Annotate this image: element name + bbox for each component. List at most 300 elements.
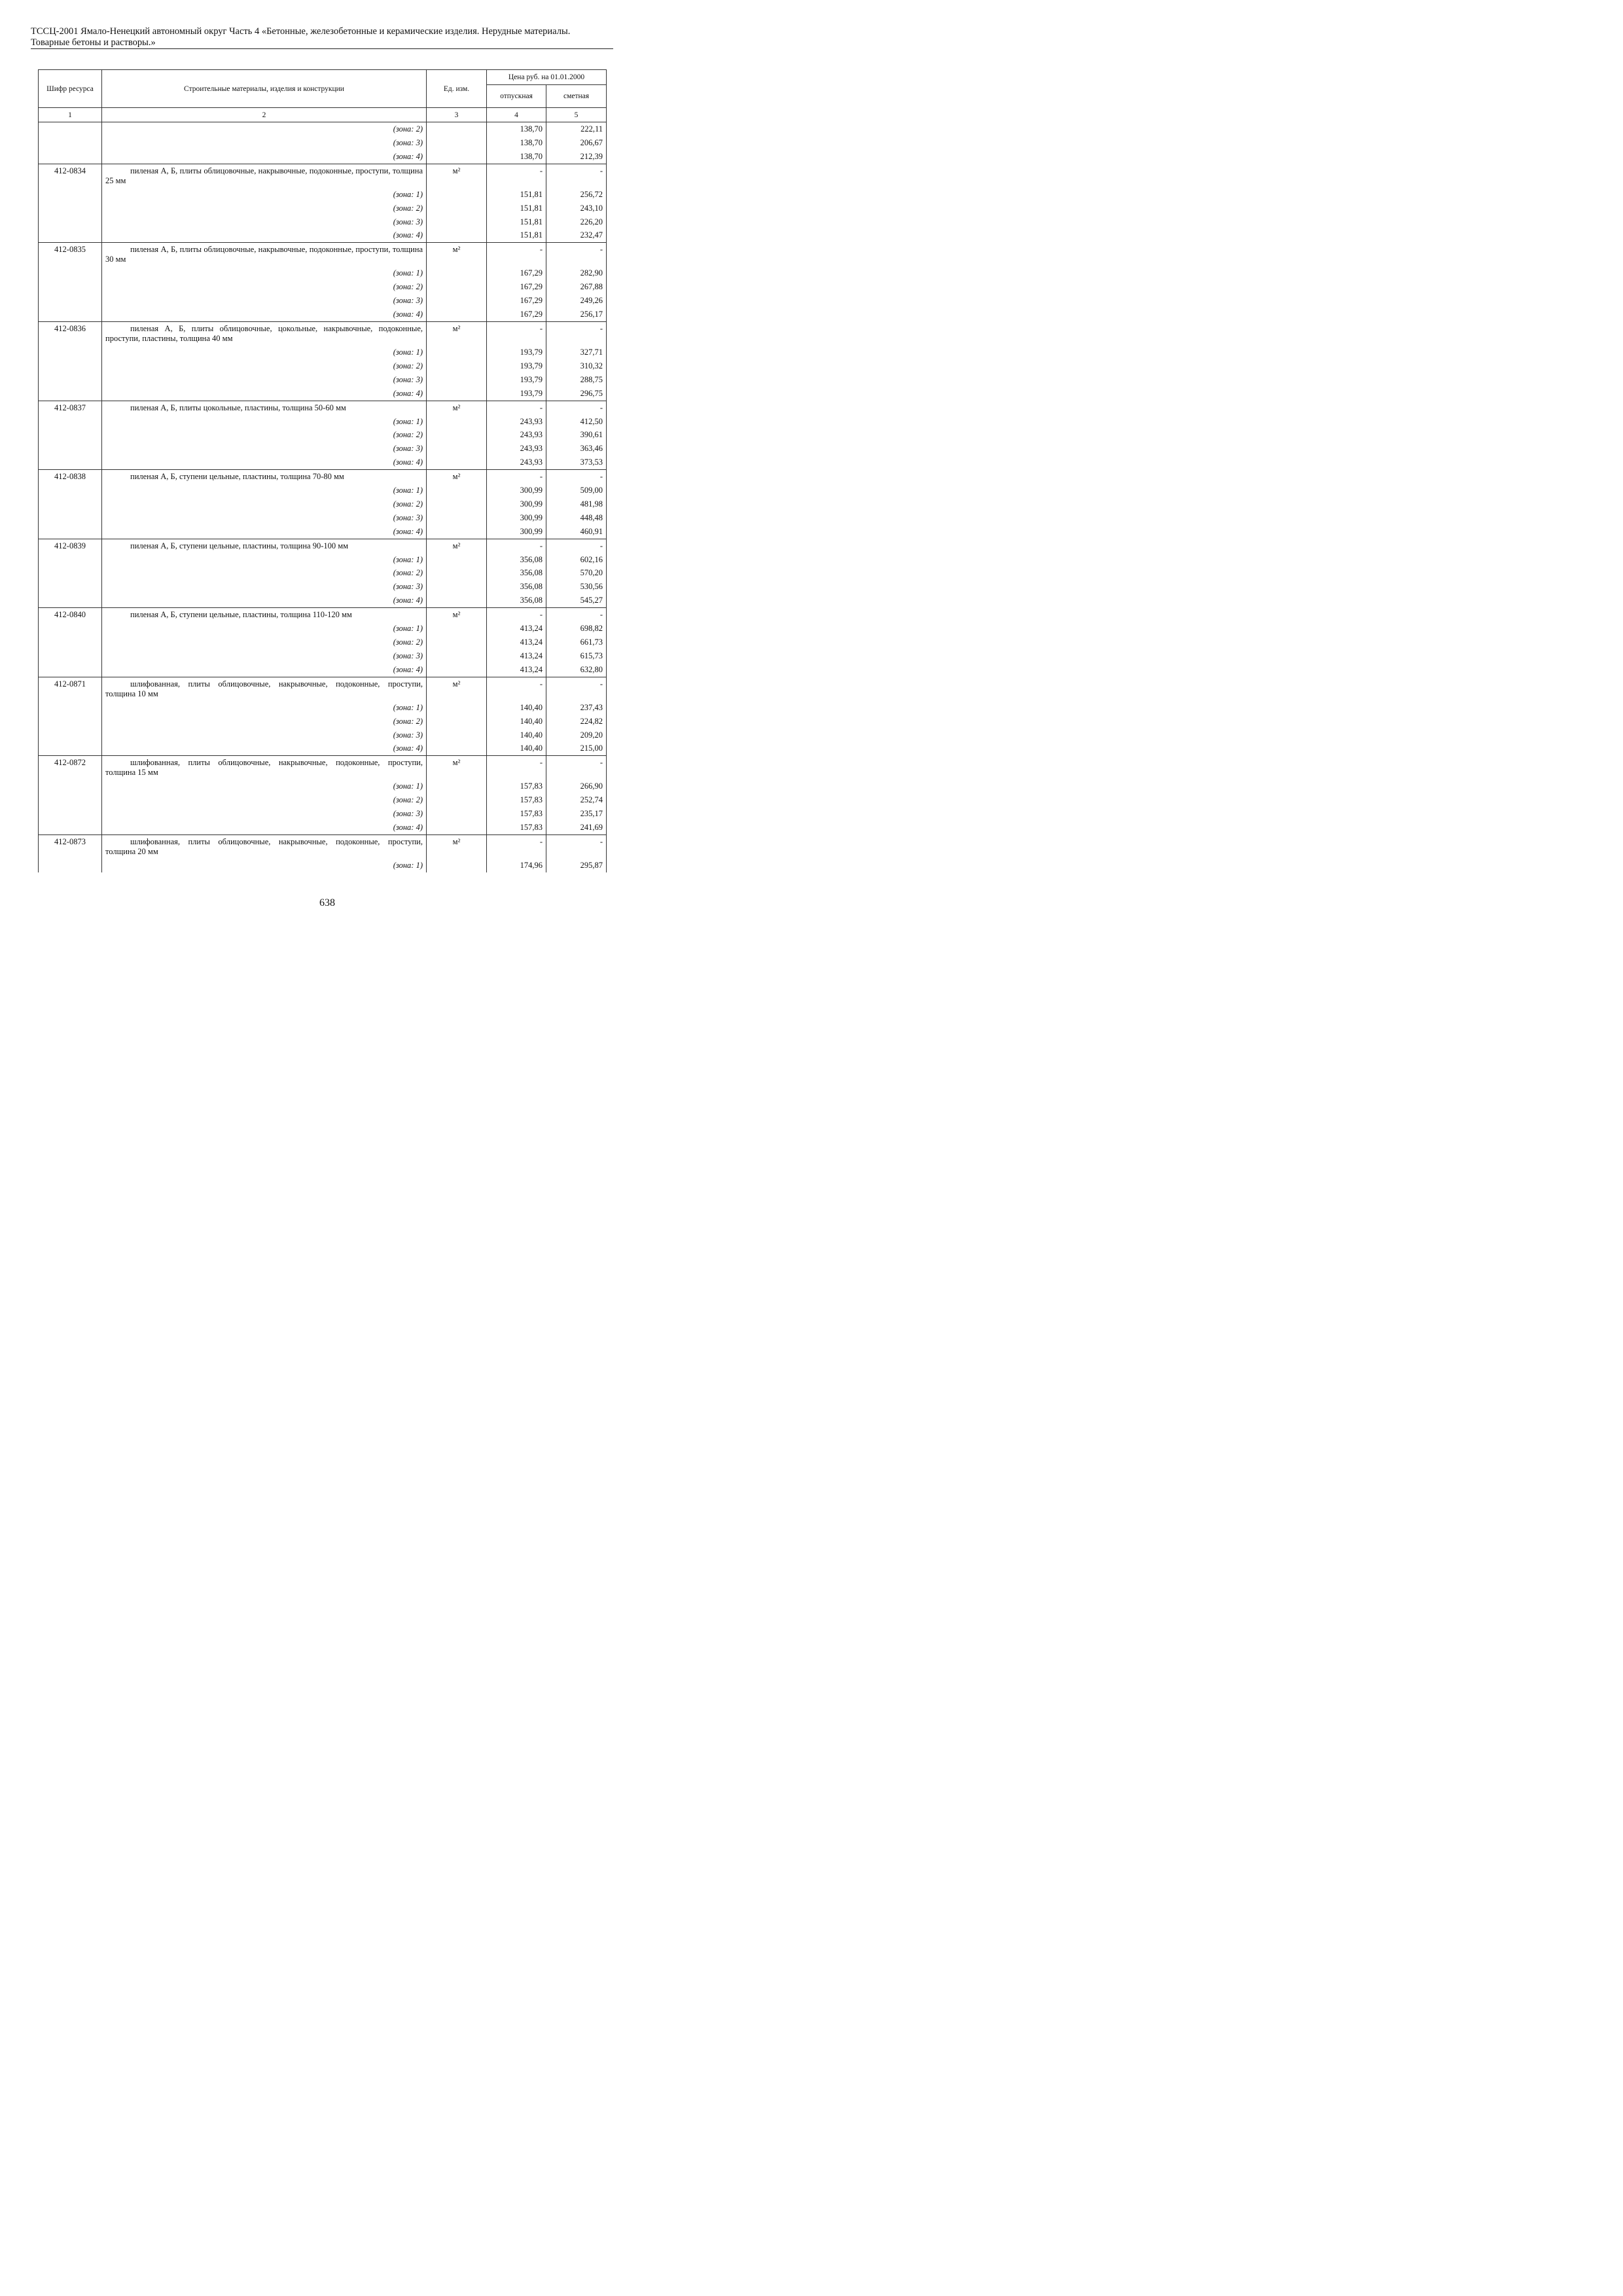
estimate-price: 602,16 xyxy=(546,553,607,567)
unit-cell xyxy=(427,715,487,728)
col-number-2: 2 xyxy=(102,108,427,122)
zone-row xyxy=(39,649,607,663)
estimate-price: 327,71 xyxy=(546,346,607,359)
zone-label: (зона: 4) xyxy=(102,821,427,834)
release-price: - xyxy=(487,608,546,622)
resource-row xyxy=(39,401,607,414)
unit-cell xyxy=(427,636,487,649)
estimate-price: 412,50 xyxy=(546,415,607,429)
resource-row xyxy=(39,834,607,859)
code-cell xyxy=(39,580,102,594)
release-price: 140,40 xyxy=(487,742,546,755)
unit-cell xyxy=(427,373,487,387)
zone-row xyxy=(39,122,607,136)
estimate-price: 222,11 xyxy=(546,122,607,136)
code-cell xyxy=(39,415,102,429)
estimate-price: 267,88 xyxy=(546,280,607,294)
unit-cell xyxy=(427,346,487,359)
resource-row xyxy=(39,539,607,552)
unit-cell xyxy=(427,701,487,715)
col-number-5: 5 xyxy=(546,108,607,122)
estimate-price: - xyxy=(546,756,607,780)
unit-cell xyxy=(427,228,487,242)
zone-label: (зона: 3) xyxy=(102,580,427,594)
zone-row xyxy=(39,346,607,359)
release-price: 356,08 xyxy=(487,580,546,594)
code-cell xyxy=(39,228,102,242)
zone-row xyxy=(39,663,607,677)
zone-row xyxy=(39,456,607,469)
zone-label: (зона: 3) xyxy=(102,373,427,387)
release-price: 413,24 xyxy=(487,636,546,649)
zone-row xyxy=(39,202,607,215)
unit-cell xyxy=(427,649,487,663)
release-price: 151,81 xyxy=(487,202,546,215)
release-price: 167,29 xyxy=(487,308,546,321)
estimate-price: 615,73 xyxy=(546,649,607,663)
col-header-release: отпускная xyxy=(487,85,546,108)
release-price: 138,70 xyxy=(487,136,546,150)
zone-label: (зона: 4) xyxy=(102,663,427,677)
resource-code: 412-0835 xyxy=(39,243,102,267)
unit-cell xyxy=(427,780,487,793)
release-price: 356,08 xyxy=(487,566,546,580)
release-price: 300,99 xyxy=(487,497,546,511)
resource-row xyxy=(39,470,607,484)
unit-cell xyxy=(427,150,487,164)
zone-row xyxy=(39,150,607,164)
zone-row xyxy=(39,859,607,872)
release-price: 243,93 xyxy=(487,442,546,456)
release-price: - xyxy=(487,677,546,701)
release-price: 193,79 xyxy=(487,346,546,359)
zone-row xyxy=(39,728,607,742)
release-price: 356,08 xyxy=(487,594,546,607)
resource-code: 412-0839 xyxy=(39,539,102,552)
release-price: - xyxy=(487,164,546,188)
release-price: 157,83 xyxy=(487,807,546,821)
unit-cell xyxy=(427,580,487,594)
col-header-estimate: сметная xyxy=(546,85,607,108)
code-cell xyxy=(39,280,102,294)
resource-code: 412-0837 xyxy=(39,401,102,414)
zone-label: (зона: 1) xyxy=(102,780,427,793)
code-cell xyxy=(39,346,102,359)
estimate-price: 209,20 xyxy=(546,728,607,742)
zone-row xyxy=(39,359,607,373)
estimate-price: 224,82 xyxy=(546,715,607,728)
resource-row xyxy=(39,243,607,267)
estimate-price: 390,61 xyxy=(546,428,607,442)
code-cell xyxy=(39,715,102,728)
zone-label: (зона: 4) xyxy=(102,456,427,469)
zone-row xyxy=(39,566,607,580)
release-price: 140,40 xyxy=(487,715,546,728)
zone-label: (зона: 1) xyxy=(102,622,427,636)
release-price: 151,81 xyxy=(487,228,546,242)
zone-row xyxy=(39,525,607,539)
code-cell xyxy=(39,150,102,164)
code-cell xyxy=(39,266,102,280)
estimate-price: 310,32 xyxy=(546,359,607,373)
estimate-price: 570,20 xyxy=(546,566,607,580)
release-price: - xyxy=(487,401,546,414)
release-price: 356,08 xyxy=(487,553,546,567)
zone-label: (зона: 4) xyxy=(102,228,427,242)
unit-cell xyxy=(427,136,487,150)
estimate-price: 530,56 xyxy=(546,580,607,594)
code-cell xyxy=(39,484,102,497)
code-cell xyxy=(39,728,102,742)
estimate-price: 235,17 xyxy=(546,807,607,821)
zone-label: (зона: 1) xyxy=(102,415,427,429)
estimate-price: 698,82 xyxy=(546,622,607,636)
unit-cell xyxy=(427,622,487,636)
resource-row xyxy=(39,321,607,346)
zone-label: (зона: 2) xyxy=(102,715,427,728)
zone-row xyxy=(39,136,607,150)
unit-cell xyxy=(427,663,487,677)
code-cell xyxy=(39,636,102,649)
resource-description: пиленая А, Б, ступени цельные, пластины, толщина 110-120 мм xyxy=(102,608,427,622)
zone-label: (зона: 1) xyxy=(102,188,427,202)
unit-cell xyxy=(427,859,487,872)
zone-row xyxy=(39,188,607,202)
resource-description: шлифованная, плиты облицовочные, накрывочные, подоконные, проступи, толщина 15 мм xyxy=(102,756,427,780)
zone-row xyxy=(39,228,607,242)
zone-label: (зона: 1) xyxy=(102,859,427,872)
release-price: - xyxy=(487,470,546,484)
col-header-name: Строительные материалы, изделия и конструкции xyxy=(102,70,427,108)
release-price: - xyxy=(487,539,546,552)
code-cell xyxy=(39,594,102,607)
zone-row xyxy=(39,715,607,728)
zone-label: (зона: 2) xyxy=(102,122,427,136)
zone-label: (зона: 3) xyxy=(102,728,427,742)
resource-code: 412-0838 xyxy=(39,470,102,484)
unit-cell xyxy=(427,821,487,834)
resource-unit: м² xyxy=(427,677,487,701)
release-price: - xyxy=(487,756,546,780)
resource-unit: м² xyxy=(427,470,487,484)
estimate-price: 288,75 xyxy=(546,373,607,387)
estimate-price: 373,53 xyxy=(546,456,607,469)
resource-code: 412-0840 xyxy=(39,608,102,622)
release-price: - xyxy=(487,834,546,859)
estimate-price: - xyxy=(546,834,607,859)
release-price: 300,99 xyxy=(487,525,546,539)
resource-description: пиленая А, Б, плиты облицовочные, накрывочные, подоконные, проступи, толщина 30 мм xyxy=(102,243,427,267)
estimate-price: 212,39 xyxy=(546,150,607,164)
estimate-price: 632,80 xyxy=(546,663,607,677)
zone-row xyxy=(39,266,607,280)
zone-label: (зона: 3) xyxy=(102,294,427,308)
zone-row xyxy=(39,807,607,821)
code-cell xyxy=(39,859,102,872)
code-cell xyxy=(39,202,102,215)
estimate-price: - xyxy=(546,470,607,484)
resource-code: 412-0872 xyxy=(39,756,102,780)
code-cell xyxy=(39,807,102,821)
zone-label: (зона: 3) xyxy=(102,807,427,821)
code-cell xyxy=(39,359,102,373)
release-price: 167,29 xyxy=(487,294,546,308)
zone-label: (зона: 3) xyxy=(102,511,427,525)
estimate-price: 295,87 xyxy=(546,859,607,872)
col-number-1: 1 xyxy=(39,108,102,122)
zone-row xyxy=(39,701,607,715)
col-number-3: 3 xyxy=(427,108,487,122)
release-price: 243,93 xyxy=(487,456,546,469)
unit-cell xyxy=(427,308,487,321)
zone-row xyxy=(39,484,607,497)
code-cell xyxy=(39,428,102,442)
code-cell xyxy=(39,373,102,387)
resource-unit: м² xyxy=(427,539,487,552)
zone-row xyxy=(39,580,607,594)
unit-cell xyxy=(427,428,487,442)
code-cell xyxy=(39,387,102,401)
release-price: - xyxy=(487,321,546,346)
estimate-price: 232,47 xyxy=(546,228,607,242)
resource-code: 412-0836 xyxy=(39,321,102,346)
release-price: 167,29 xyxy=(487,266,546,280)
estimate-price: - xyxy=(546,164,607,188)
resource-unit: м² xyxy=(427,243,487,267)
zone-label: (зона: 2) xyxy=(102,280,427,294)
release-price: - xyxy=(487,243,546,267)
zone-row xyxy=(39,780,607,793)
price-table xyxy=(38,69,607,872)
unit-cell xyxy=(427,566,487,580)
unit-cell xyxy=(427,728,487,742)
resource-code: 412-0834 xyxy=(39,164,102,188)
price-table-body xyxy=(39,122,607,872)
release-price: 413,24 xyxy=(487,622,546,636)
resource-description: пиленая А, Б, ступени цельные, пластины, толщина 90-100 мм xyxy=(102,539,427,552)
estimate-price: - xyxy=(546,608,607,622)
resource-code: 412-0873 xyxy=(39,834,102,859)
release-price: 174,96 xyxy=(487,859,546,872)
resource-description: пиленая А, Б, плиты облицовочные, цокольные, накрывочные, подоконные, проступи, пластины, толщина 40 мм xyxy=(102,321,427,346)
unit-cell xyxy=(427,294,487,308)
zone-label: (зона: 4) xyxy=(102,150,427,164)
release-price: 138,70 xyxy=(487,150,546,164)
zone-row xyxy=(39,636,607,649)
estimate-price: 460,91 xyxy=(546,525,607,539)
zone-label: (зона: 4) xyxy=(102,742,427,755)
resource-description: пиленая А, Б, плиты цокольные, пластины, толщина 50-60 мм xyxy=(102,401,427,414)
unit-cell xyxy=(427,202,487,215)
resource-unit: м² xyxy=(427,164,487,188)
resource-unit: м² xyxy=(427,401,487,414)
zone-label: (зона: 1) xyxy=(102,346,427,359)
unit-cell xyxy=(427,215,487,229)
header-divider xyxy=(31,48,613,49)
estimate-price: 241,69 xyxy=(546,821,607,834)
estimate-price: 237,43 xyxy=(546,701,607,715)
estimate-price: - xyxy=(546,321,607,346)
release-price: 300,99 xyxy=(487,511,546,525)
zone-row xyxy=(39,215,607,229)
zone-row xyxy=(39,594,607,607)
release-price: 243,93 xyxy=(487,428,546,442)
col-header-unit: Ед. изм. xyxy=(427,70,487,108)
zone-row xyxy=(39,308,607,321)
zone-label: (зона: 2) xyxy=(102,793,427,807)
resource-row xyxy=(39,608,607,622)
unit-cell xyxy=(427,807,487,821)
estimate-price: 363,46 xyxy=(546,442,607,456)
col-header-code: Шифр ресурса xyxy=(39,70,102,108)
release-price: 193,79 xyxy=(487,373,546,387)
estimate-price: - xyxy=(546,243,607,267)
page-number: 638 xyxy=(319,897,335,908)
estimate-price: - xyxy=(546,539,607,552)
code-cell xyxy=(39,525,102,539)
release-price: 140,40 xyxy=(487,728,546,742)
zone-label: (зона: 4) xyxy=(102,387,427,401)
header-line-2: Товарные бетоны и растворы.» xyxy=(31,37,156,48)
estimate-price: 249,26 xyxy=(546,294,607,308)
estimate-price: - xyxy=(546,401,607,414)
unit-cell xyxy=(427,742,487,755)
unit-cell xyxy=(427,793,487,807)
unit-cell xyxy=(427,484,487,497)
release-price: 157,83 xyxy=(487,821,546,834)
unit-cell xyxy=(427,511,487,525)
zone-label: (зона: 4) xyxy=(102,308,427,321)
unit-cell xyxy=(427,497,487,511)
code-cell xyxy=(39,308,102,321)
resource-unit: м² xyxy=(427,321,487,346)
col-number-4: 4 xyxy=(487,108,546,122)
estimate-price: 215,00 xyxy=(546,742,607,755)
resource-row xyxy=(39,164,607,188)
code-cell xyxy=(39,122,102,136)
zone-label: (зона: 1) xyxy=(102,484,427,497)
zone-label: (зона: 3) xyxy=(102,215,427,229)
release-price: 193,79 xyxy=(487,387,546,401)
release-price: 243,93 xyxy=(487,415,546,429)
zone-row xyxy=(39,497,607,511)
zone-row xyxy=(39,622,607,636)
estimate-price: 256,72 xyxy=(546,188,607,202)
code-cell xyxy=(39,294,102,308)
zone-label: (зона: 2) xyxy=(102,636,427,649)
code-cell xyxy=(39,553,102,567)
code-cell xyxy=(39,456,102,469)
code-cell xyxy=(39,442,102,456)
estimate-price: 509,00 xyxy=(546,484,607,497)
zone-label: (зона: 2) xyxy=(102,202,427,215)
zone-row xyxy=(39,280,607,294)
zone-row xyxy=(39,821,607,834)
unit-cell xyxy=(427,553,487,567)
resource-unit: м² xyxy=(427,834,487,859)
resource-description: шлифованная, плиты облицовочные, накрывочные, подоконные, проступи, толщина 20 мм xyxy=(102,834,427,859)
release-price: 413,24 xyxy=(487,649,546,663)
zone-row xyxy=(39,553,607,567)
resource-description: пиленая А, Б, плиты облицовочные, накрывочные, подоконные, проступи, толщина 25 мм xyxy=(102,164,427,188)
code-cell xyxy=(39,742,102,755)
zone-row xyxy=(39,428,607,442)
zone-label: (зона: 1) xyxy=(102,266,427,280)
estimate-price: 243,10 xyxy=(546,202,607,215)
code-cell xyxy=(39,793,102,807)
release-price: 138,70 xyxy=(487,122,546,136)
code-cell xyxy=(39,622,102,636)
zone-row xyxy=(39,294,607,308)
resource-code: 412-0871 xyxy=(39,677,102,701)
zone-row xyxy=(39,442,607,456)
estimate-price: 545,27 xyxy=(546,594,607,607)
code-cell xyxy=(39,649,102,663)
code-cell xyxy=(39,780,102,793)
release-price: 300,99 xyxy=(487,484,546,497)
unit-cell xyxy=(427,387,487,401)
zone-row xyxy=(39,373,607,387)
zone-row xyxy=(39,415,607,429)
release-price: 157,83 xyxy=(487,780,546,793)
zone-label: (зона: 1) xyxy=(102,553,427,567)
code-cell xyxy=(39,566,102,580)
estimate-price: - xyxy=(546,677,607,701)
unit-cell xyxy=(427,442,487,456)
code-cell xyxy=(39,497,102,511)
code-cell xyxy=(39,511,102,525)
resource-row xyxy=(39,677,607,701)
release-price: 167,29 xyxy=(487,280,546,294)
unit-cell xyxy=(427,122,487,136)
resource-description: шлифованная, плиты облицовочные, накрывочные, подоконные, проступи, толщина 10 мм xyxy=(102,677,427,701)
zone-row xyxy=(39,387,607,401)
zone-label: (зона: 2) xyxy=(102,497,427,511)
code-cell xyxy=(39,701,102,715)
zone-label: (зона: 2) xyxy=(102,359,427,373)
resource-unit: м² xyxy=(427,608,487,622)
code-cell xyxy=(39,136,102,150)
zone-row xyxy=(39,511,607,525)
code-cell xyxy=(39,215,102,229)
release-price: 151,81 xyxy=(487,188,546,202)
resource-unit: м² xyxy=(427,756,487,780)
zone-row xyxy=(39,742,607,755)
estimate-price: 448,48 xyxy=(546,511,607,525)
resource-description: пиленая А, Б, ступени цельные, пластины, толщина 70-80 мм xyxy=(102,470,427,484)
estimate-price: 256,17 xyxy=(546,308,607,321)
release-price: 151,81 xyxy=(487,215,546,229)
unit-cell xyxy=(427,266,487,280)
unit-cell xyxy=(427,359,487,373)
estimate-price: 252,74 xyxy=(546,793,607,807)
estimate-price: 226,20 xyxy=(546,215,607,229)
document-header xyxy=(31,26,613,48)
unit-cell xyxy=(427,280,487,294)
release-price: 140,40 xyxy=(487,701,546,715)
resource-row xyxy=(39,756,607,780)
zone-label: (зона: 3) xyxy=(102,136,427,150)
zone-label: (зона: 4) xyxy=(102,525,427,539)
unit-cell xyxy=(427,188,487,202)
code-cell xyxy=(39,821,102,834)
release-price: 413,24 xyxy=(487,663,546,677)
zone-row xyxy=(39,793,607,807)
estimate-price: 266,90 xyxy=(546,780,607,793)
code-cell xyxy=(39,188,102,202)
unit-cell xyxy=(427,415,487,429)
estimate-price: 206,67 xyxy=(546,136,607,150)
